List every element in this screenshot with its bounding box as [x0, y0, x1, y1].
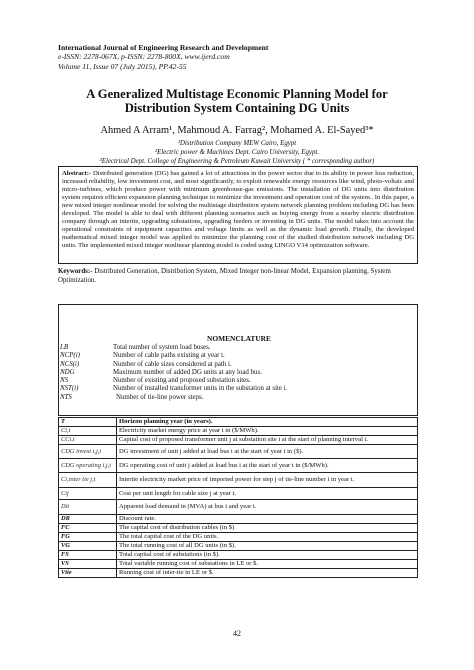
nomenclature-symbol: LB [60, 344, 69, 351]
parameter-row [59, 500, 418, 515]
parameters-table [58, 417, 418, 578]
paper-title-line1: A Generalized Multistage Economic Planning Model for [86, 87, 388, 101]
nomenclature-list [60, 344, 416, 402]
parameter-row [59, 445, 418, 459]
journal-issn: e-ISSN: 2278-067X, p-ISSN: 2278-800X, www.ijerd.com [58, 52, 230, 62]
parameter-definition: The capital cost of distribution cables (in $) [117, 524, 418, 533]
parameter-symbol: Vtie [59, 569, 117, 578]
nomenclature-symbol: NDG [60, 368, 75, 376]
parameter-symbol: FC [59, 524, 117, 533]
nomenclature-item [60, 385, 416, 393]
parameter-symbol: CDG invest i,j,t [59, 445, 117, 459]
nomenclature-definition: Number of installed transformer units in the substation at site i. [113, 385, 288, 393]
parameter-definition: Electricity market energy price at year t in ($/MWh). [117, 427, 418, 436]
journal-name: International Journal of Engineering Research and Development [58, 43, 269, 52]
affiliation-2: ²Electric power & Machines Dept. Cairo University, Egypt. [154, 149, 320, 156]
parameter-symbol: T [59, 418, 117, 427]
parameter-symbol: Ci,inter tie j,t [59, 473, 117, 488]
keywords [58, 268, 418, 285]
parameter-symbol: Dit [59, 500, 117, 515]
parameter-row [59, 473, 418, 488]
parameter-definition: The total running cost of all DG units (in $). [117, 542, 418, 551]
nomenclature-item [60, 377, 416, 385]
affiliation-3: ³Electrical Dept. College of Engineering & Petroleum Kuwait University ( * corresponding author) [99, 158, 375, 165]
nomenclature-definition: Maximum number of added DG units at any load bus. [113, 368, 262, 376]
parameter-row [59, 542, 418, 551]
parameter-definition: Intertie electricity market price of imported power for step j of tie-line number i in year t. [117, 473, 418, 488]
parameter-symbol: VG [59, 542, 117, 551]
paper-authors: Ahmed A Arram¹, Mahmoud A. Farrag², Mohamed A. El-Sayed³* [100, 125, 374, 136]
paper-title-line2: Distribution System Containing DG Units [124, 101, 350, 115]
parameter-symbol: Ci,t [59, 427, 117, 436]
parameter-symbol: FS [59, 551, 117, 560]
journal-header [58, 43, 418, 71]
parameter-row [59, 524, 418, 533]
parameter-definition: Apparent load demand in (MVA) at bus i and year t. [117, 500, 418, 515]
nomenclature-definition: Number of existing and proposed substation sites. [113, 377, 251, 385]
nomenclature-item [60, 394, 416, 402]
nomenclature-definition: Number of tie-line power steps. [116, 393, 204, 401]
affiliations [40, 139, 434, 166]
nomenclature-symbol: NCS(i) [60, 360, 80, 368]
page-number: 42 [233, 629, 241, 638]
parameter-definition: Capital cost of proposed transformer unit j at substation site i at the start of planning interval t. [117, 436, 418, 445]
parameter-row [59, 551, 418, 560]
nomenclature-symbol: NCP(i) [60, 352, 80, 360]
abstract-label: Abstract:- [62, 170, 92, 177]
parameter-definition: DG operating cost of unit j added at load bus i at the start of year t in ($/MWh). [117, 459, 418, 473]
nomenclature-symbol: NTS [60, 393, 72, 401]
nomenclature-item [60, 344, 416, 352]
nomenclature-title: NOMENCLATURE [207, 334, 271, 343]
nomenclature-symbol: NS [60, 377, 69, 385]
parameter-symbol: CDG operating i,j,t [59, 459, 117, 473]
parameter-row [59, 418, 418, 427]
nomenclature-item [60, 361, 416, 369]
paper-title [40, 87, 434, 115]
affiliation-1: ¹Distribution Company MEW Cairo, Egypt [177, 140, 297, 147]
parameter-definition: Horizon planning year (in years). [117, 418, 418, 427]
parameter-row [59, 560, 418, 569]
parameter-row [59, 488, 418, 500]
parameter-definition: Total capital cost of substations (in $). [117, 551, 418, 560]
parameter-symbol: VS [59, 560, 117, 569]
parameter-definition: The total capital cost of the DG units. [117, 533, 418, 542]
parameter-symbol: DR [59, 515, 117, 524]
nomenclature-item [60, 352, 416, 360]
abstract-box [58, 166, 418, 264]
parameter-row [59, 569, 418, 578]
parameter-row [59, 459, 418, 473]
abstract-text: Distributed generation (DG) has gained a lot of attractions in the power sector due to its ability in power loss reduction, increased reliability, low investment cost, and most significantly, to exploit renewable energy resources like wind, photo-voltaic and micro-turbines, which produce power with minimum greenhouse-gas emissions. The installation of DG units into distribution system requires efficient expansion planning technique to minimize the investment and operation cost of the system.. In this paper, a new mixed integer nonlinear model for solving the multistage distribution system network planning problem including DG has been developed. The model is able to deal with different planning scenarios such as buying energy from a nearby electric distribution company through an intertie, upgrading substations, upgrading feeders or investing in DG units. The model takes into account the operational constraints of equipment capacities and voltage limits as well as the dynamic load growth. Finally, the developed mathematical mixed integer model was applied to minimize the planning cost of the studied distribution network including DG units. The implemented mixed integer nonlinear planning model is coded using LINGO V14 optimization software. [62, 170, 414, 250]
parameter-symbol: FG [59, 533, 117, 542]
keywords-text: Distributed Generation, Distribution System, Mixed Integer non-linear Model, Expansion planning, System Optimization. [58, 268, 391, 284]
nomenclature-symbol: NST(i) [60, 385, 79, 393]
parameter-definition: Discount rate. [117, 515, 418, 524]
nomenclature-definition: Total number of system load buses. [113, 344, 211, 351]
nomenclature-box [58, 304, 418, 416]
parameter-definition: Running cost of inter-tie in LE or $. [117, 569, 418, 578]
parameter-row [59, 427, 418, 436]
parameter-row [59, 436, 418, 445]
parameter-symbol: Cij [59, 488, 117, 500]
journal-volume: Volume 11, Issue 07 (July 2015), PP.42-55 [58, 61, 187, 71]
parameter-row [59, 533, 418, 542]
parameter-row [59, 515, 418, 524]
parameter-symbol: CCi,t [59, 436, 117, 445]
parameter-definition: Total variable running cost of substations in LE or $. [117, 560, 418, 569]
nomenclature-definition: Number of cable paths existing at year t. [113, 352, 225, 360]
nomenclature-definition: Number of cable sizes considered at path i. [113, 360, 232, 368]
parameter-definition: Cost per unit length for cable size j at year t. [117, 488, 418, 500]
parameter-definition: DG investment of unit j added at load bus i at the start of year t in ($). [117, 445, 418, 459]
keywords-label: Keywords:- [58, 268, 93, 275]
nomenclature-item [60, 369, 416, 377]
